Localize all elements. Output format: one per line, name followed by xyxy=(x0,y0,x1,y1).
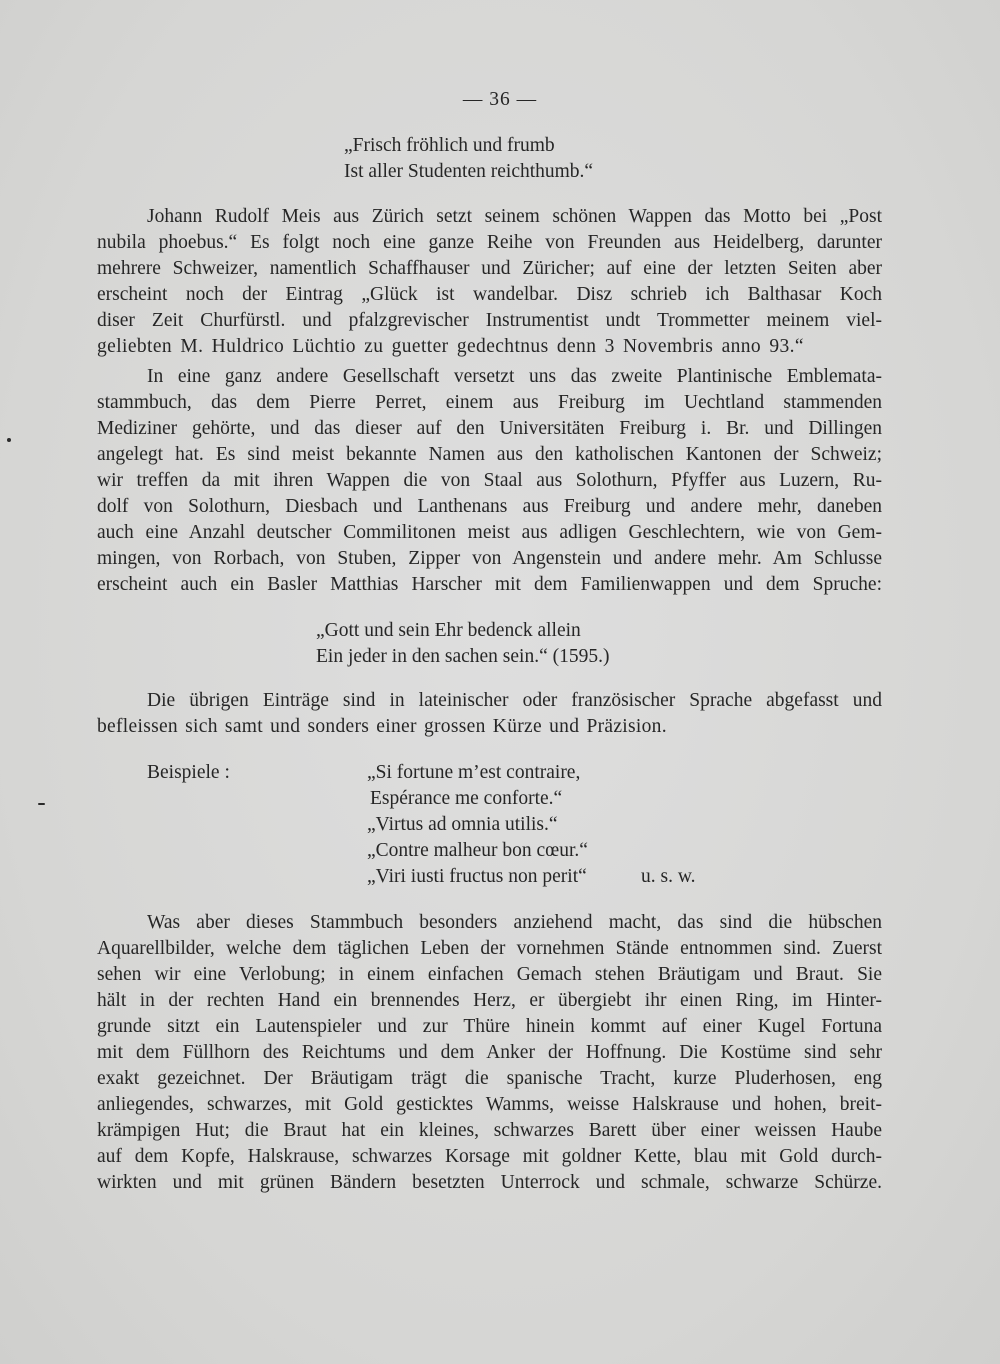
text-line: diser Zeit Churfürstl. und pfalzgrevischer Instrumentist undt Trommetter meinem viel- xyxy=(97,310,882,331)
text-line: wirkten und mit grünen Bändern besetzten Unterrock und schmale, schwarze Schürze. xyxy=(97,1172,882,1193)
text-line: angelegt hat. Es sind meist bekannte Namen aus den katholischen Kantonen der Schweiz; xyxy=(97,444,882,465)
examples-suffix: u. s. w. xyxy=(641,866,696,887)
text-line: befleissen sich samt und sonders einer grossen Kürze und Präzision. xyxy=(97,716,667,737)
example-line: „Contre malheur bon cœur.“ xyxy=(367,840,588,861)
text-line: auf dem Kopfe, Halskrause, schwarzes Korsage mit goldner Kette, blau mit Gold durch- xyxy=(97,1146,882,1167)
text-line: Aquarellbilder, welche dem täglichen Leben der vornehmen Stände entnommen sind. Zuerst xyxy=(97,938,882,959)
text-line: Johann Rudolf Meis aus Zürich setzt seinem schönen Wappen das Motto bei „Post xyxy=(147,206,882,227)
page-number: — 36 — xyxy=(462,89,538,110)
text-line: erscheint auch ein Basler Matthias Harscher mit dem Familienwappen und dem Spruche: xyxy=(97,574,882,595)
text-line: Die übrigen Einträge sind in lateinischer oder französischer Sprache abgefasst und xyxy=(147,690,882,711)
motto-line: „Gott und sein Ehr bedenck allein xyxy=(316,620,581,641)
motto-line: Ein jeder in den sachen sein.“ (1595.) xyxy=(316,646,610,667)
text-line: Was aber dieses Stammbuch besonders anziehend macht, das sind die hübschen xyxy=(147,912,882,933)
text-line: mehrere Schweizer, namentlich Schaffhauser und Züricher; auf eine der letzten Seiten aber xyxy=(97,258,882,279)
text-line: In eine ganz andere Gesellschaft versetzt uns das zweite Plantinische Emblemata- xyxy=(147,366,882,387)
text-line: stammbuch, das dem Pierre Perret, einem aus Freiburg im Uechtland stammenden xyxy=(97,392,882,413)
text-line: anliegendes, schwarzes, mit Gold gesticktes Wamms, weisse Halskrause und hohen, breit- xyxy=(97,1094,882,1115)
text-line: Mediziner gehörte, und das dieser auf den Universitäten Freiburg i. Br. und Dillingen xyxy=(97,418,882,439)
text-line: hält in der rechten Hand ein brennendes Herz, er übergiebt ihr einen Ring, im Hinter- xyxy=(97,990,882,1011)
text-line: wir treffen da mit ihren Wappen die von Staal aus Solothurn, Pfyffer aus Luzern, Ru- xyxy=(97,470,882,491)
text-line: mingen, von Rorbach, von Stuben, Zipper von Angenstein und andere mehr. Am Schlusse xyxy=(97,548,882,569)
text-line: erscheint noch der Eintrag „Glück ist wandelbar. Disz schrieb ich Balthasar Koch xyxy=(97,284,882,305)
text-line: nubila phoebus.“ Es folgt noch eine ganze Reihe von Freunden aus Heidelberg, darunter xyxy=(97,232,882,253)
text-line: exakt gezeichnet. Der Bräutigam trägt die spanische Tracht, kurze Pluderhosen, eng xyxy=(97,1068,882,1089)
examples-label: Beispiele : xyxy=(147,762,230,783)
example-line: „Si fortune m’est contraire, xyxy=(367,762,581,783)
text-line: auch eine Anzahl deutscher Commilitonen meist aus adligen Geschlechtern, wie von Gem- xyxy=(97,522,882,543)
example-line: „Viri iusti fructus non perit“ xyxy=(367,866,587,887)
text-line: krämpigen Hut; die Braut hat ein kleines, schwarzes Barett über einer weissen Haube xyxy=(97,1120,882,1141)
motto-line: „Frisch fröhlich und frumb xyxy=(344,135,555,156)
text-line: mit dem Füllhorn des Reichtums und dem Anker der Hoffnung. Die Kostüme sind sehr xyxy=(97,1042,882,1063)
ink-speck xyxy=(7,438,11,442)
example-line: Espérance me conforte.“ xyxy=(370,788,563,809)
text-line: sehen wir eine Verlobung; in einem einfachen Gemach stehen Bräutigam und Braut. Sie xyxy=(97,964,882,985)
motto-line: Ist aller Studenten reichthumb.“ xyxy=(344,161,594,182)
text-line: dolf von Solothurn, Diesbach und Lanthenans aus Freiburg und andere mehr, daneben xyxy=(97,496,882,517)
text-line: geliebten M. Huldrico Lüchtio zu guetter gedechtnus denn 3 Novembris anno 93.“ xyxy=(97,336,804,357)
example-line: „Virtus ad omnia utilis.“ xyxy=(367,814,558,835)
text-line: grunde sitzt ein Lautenspieler und zur Thüre hinein kommt auf einer Kugel Fortuna xyxy=(97,1016,882,1037)
ink-speck xyxy=(38,803,45,805)
